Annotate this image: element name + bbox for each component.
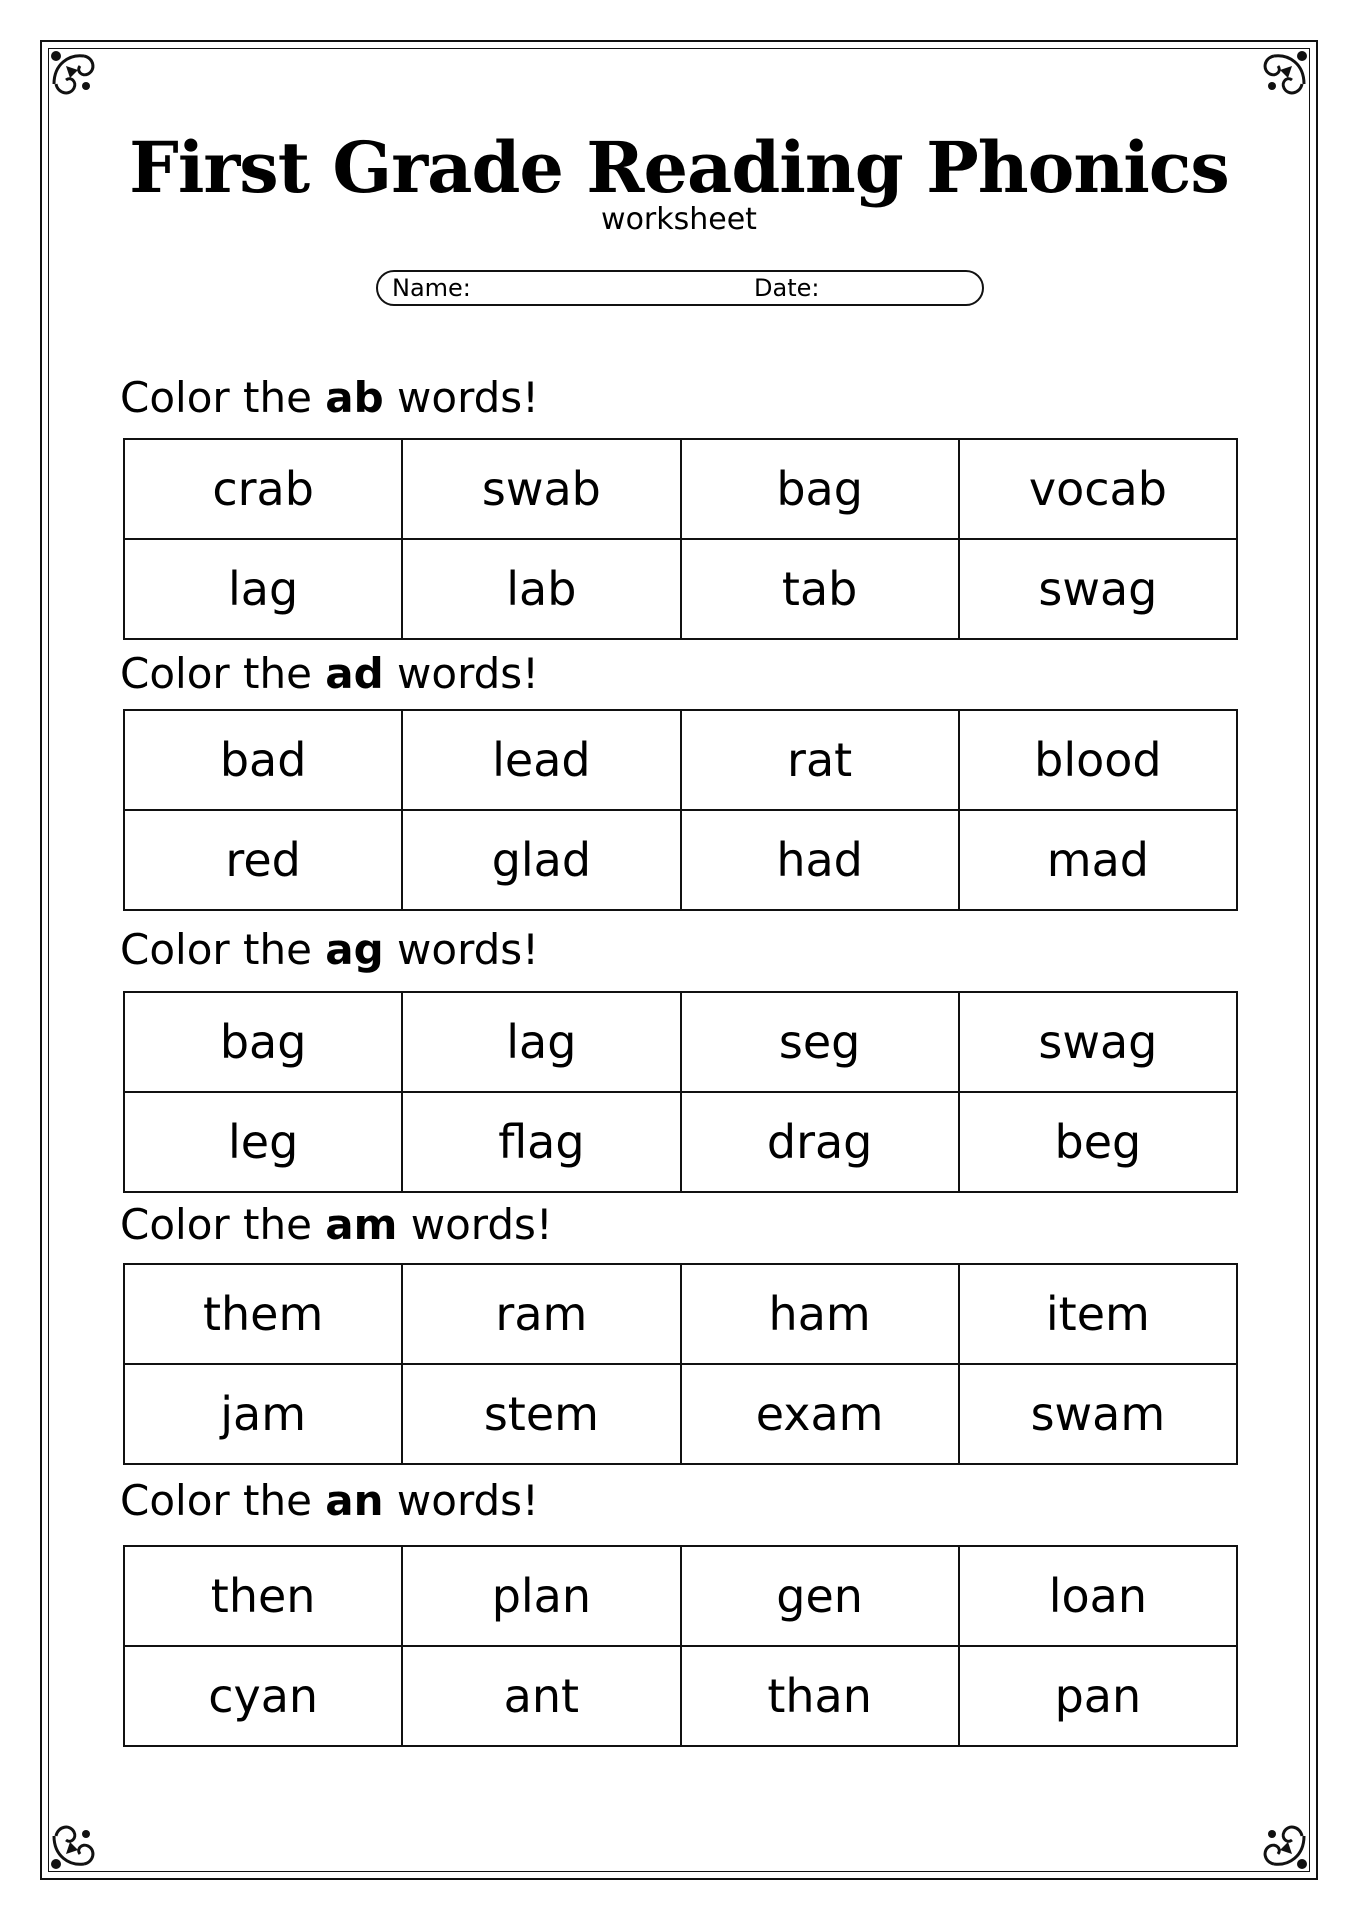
instruction-am (120, 1197, 553, 1253)
word-cell[interactable]: bag (124, 992, 402, 1092)
word-grid-ab (123, 438, 1238, 640)
table-row (124, 710, 1237, 810)
table-row (124, 1092, 1237, 1192)
table-row (124, 1646, 1237, 1746)
word-family: ad (325, 649, 384, 698)
word-cell[interactable]: cyan (124, 1646, 402, 1746)
instruction-prefix: Color the (120, 1476, 326, 1525)
instruction-prefix: Color the (120, 649, 326, 698)
instruction-suffix: words! (383, 649, 540, 698)
word-cell[interactable]: plan (402, 1546, 680, 1646)
word-cell[interactable]: beg (959, 1092, 1237, 1192)
word-cell[interactable]: lead (402, 710, 680, 810)
word-cell[interactable]: stem (402, 1364, 680, 1464)
instruction-suffix: words! (383, 1476, 539, 1525)
word-cell[interactable]: pan (959, 1646, 1237, 1746)
word-cell[interactable]: item (959, 1264, 1237, 1364)
word-cell[interactable]: exam (681, 1364, 959, 1464)
word-cell[interactable]: rat (681, 710, 959, 810)
table-row (124, 992, 1237, 1092)
fleur-de-lis-corner-ornament-icon (1244, 44, 1314, 114)
word-cell[interactable]: swam (959, 1364, 1237, 1464)
table-row (124, 810, 1237, 910)
worksheet-title: First Grade Reading Phonics (129, 126, 1229, 209)
word-cell[interactable]: had (681, 810, 959, 910)
word-cell[interactable]: bad (124, 710, 402, 810)
word-family: ag (325, 925, 384, 974)
word-cell[interactable]: than (681, 1646, 959, 1746)
word-cell[interactable]: ant (402, 1646, 680, 1746)
word-cell[interactable]: bag (681, 439, 959, 539)
name-date-field[interactable] (376, 270, 984, 306)
name-label: Name: (392, 274, 471, 302)
instruction-suffix: words! (383, 373, 540, 422)
table-row (124, 1264, 1237, 1364)
fleur-de-lis-corner-ornament-icon (44, 44, 114, 114)
word-cell[interactable]: flag (402, 1092, 680, 1192)
table-row (124, 1364, 1237, 1464)
word-cell[interactable]: lag (402, 992, 680, 1092)
instruction-prefix: Color the (120, 925, 326, 974)
table-row (124, 439, 1237, 539)
fleur-de-lis-corner-ornament-icon (1244, 1806, 1314, 1876)
date-label: Date: (754, 274, 820, 302)
word-cell[interactable]: swag (959, 992, 1237, 1092)
word-cell[interactable]: loan (959, 1546, 1237, 1646)
word-cell[interactable]: jam (124, 1364, 402, 1464)
instruction-suffix: words! (397, 1200, 553, 1249)
word-cell[interactable]: swab (402, 439, 680, 539)
word-cell[interactable]: leg (124, 1092, 402, 1192)
word-cell[interactable]: seg (681, 992, 959, 1092)
word-family: ab (325, 373, 384, 422)
table-row (124, 1546, 1237, 1646)
word-grid-ad (123, 709, 1238, 911)
word-cell[interactable]: glad (402, 810, 680, 910)
word-grid-am (123, 1263, 1238, 1465)
word-cell[interactable]: drag (681, 1092, 959, 1192)
word-grid-an (123, 1545, 1238, 1747)
word-cell[interactable]: them (124, 1264, 402, 1364)
instruction-ag (120, 922, 539, 978)
word-cell[interactable]: blood (959, 710, 1237, 810)
instruction-ad (120, 646, 539, 702)
word-cell[interactable]: swag (959, 539, 1237, 639)
word-family: am (325, 1200, 398, 1249)
instruction-suffix: words! (383, 925, 540, 974)
table-row (124, 539, 1237, 639)
word-cell[interactable]: mad (959, 810, 1237, 910)
word-family: an (325, 1476, 384, 1525)
word-cell[interactable]: ham (681, 1264, 959, 1364)
word-cell[interactable]: lag (124, 539, 402, 639)
word-cell[interactable]: tab (681, 539, 959, 639)
word-cell[interactable]: red (124, 810, 402, 910)
word-cell[interactable]: crab (124, 439, 402, 539)
fleur-de-lis-corner-ornament-icon (44, 1806, 114, 1876)
word-cell[interactable]: then (124, 1546, 402, 1646)
word-cell[interactable]: gen (681, 1546, 959, 1646)
word-cell[interactable]: lab (402, 539, 680, 639)
instruction-prefix: Color the (120, 1200, 326, 1249)
word-cell[interactable]: vocab (959, 439, 1237, 539)
instruction-prefix: Color the (120, 373, 326, 422)
word-cell[interactable]: ram (402, 1264, 680, 1364)
word-grid-ag (123, 991, 1238, 1193)
instruction-an (120, 1473, 539, 1529)
worksheet-subtitle: worksheet (601, 202, 757, 237)
instruction-ab (120, 370, 539, 426)
